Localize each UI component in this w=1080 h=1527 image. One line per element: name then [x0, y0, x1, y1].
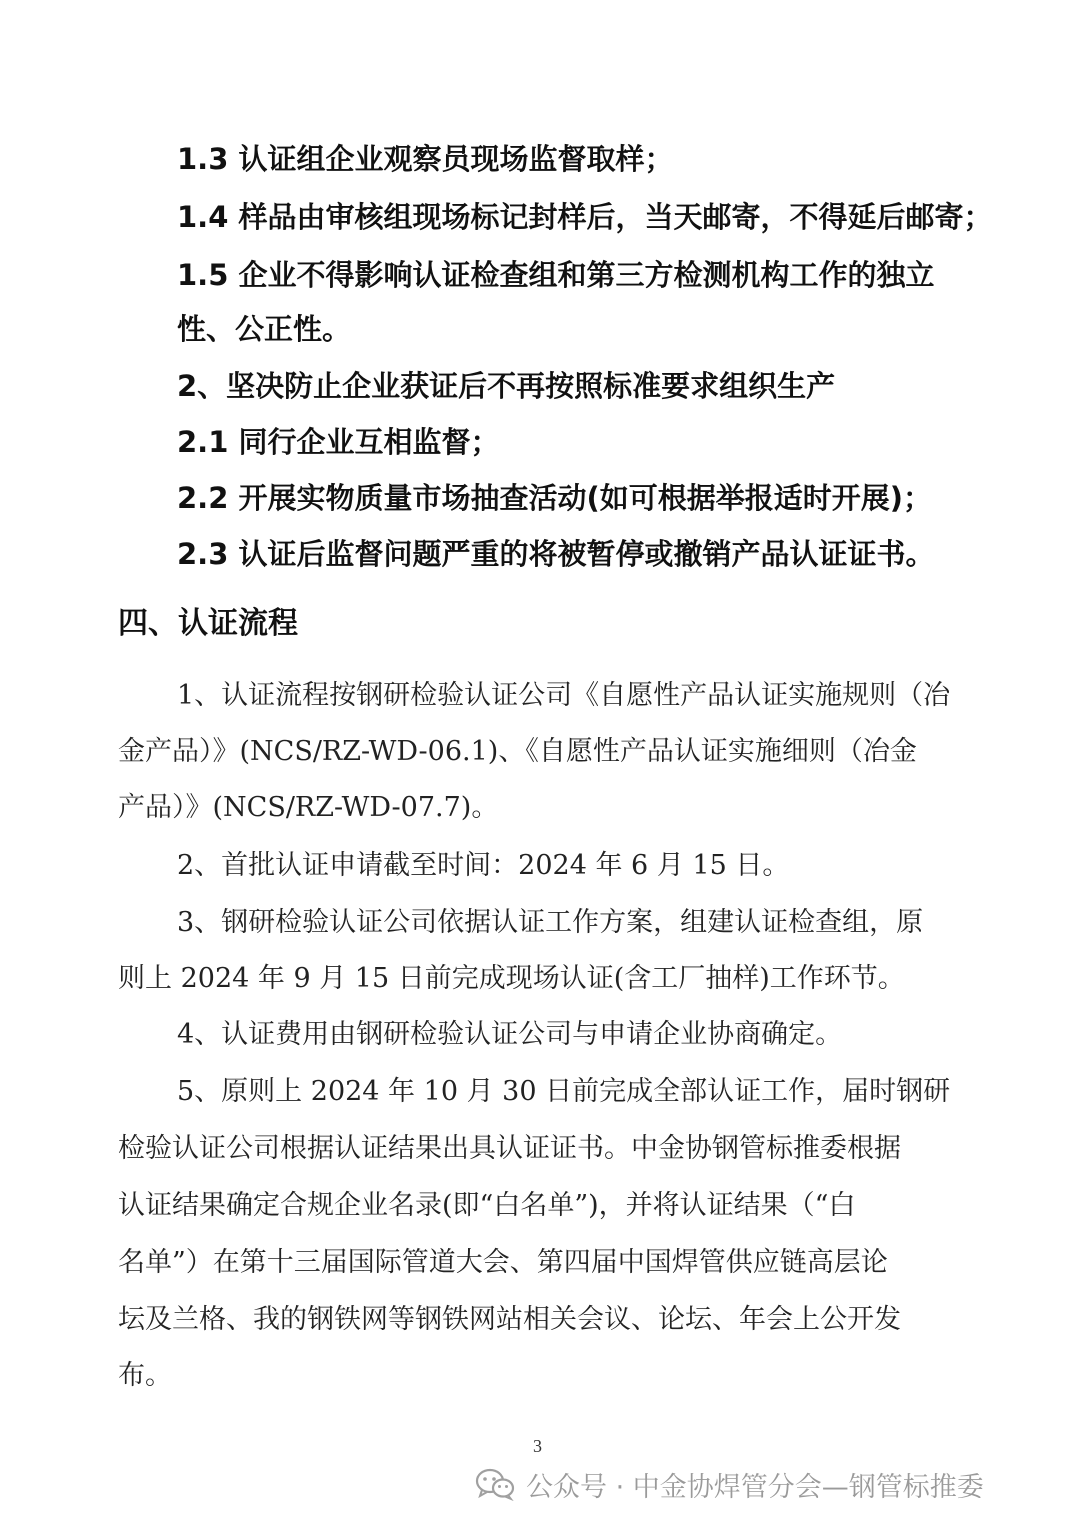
text-line: 性、公正性。	[177, 312, 352, 346]
watermark	[474, 1462, 984, 1506]
text-line: 产品）》(NCS/RZ-WD-07.7)。	[118, 792, 499, 823]
page-number: 3	[533, 1436, 542, 1456]
text-line: 1.3 认证组企业观察员现场监督取样；	[177, 142, 674, 176]
text-line: 5、原则上 2024 年 10 月 30 日前完成全部认证工作，届时钢研	[177, 1076, 951, 1107]
text-line: 2、坚决防止企业获证后不再按照标准要求组织生产	[177, 369, 836, 403]
text-line: 3、钢研检验认证公司依据认证工作方案，组建认证检查组，原	[177, 907, 924, 938]
text-line: 2、首批认证申请截至时间：2024 年 6 月 15 日。	[177, 850, 790, 881]
text-line: 名单”）在第十三届国际管道大会、第四届中国焊管供应链高层论	[118, 1247, 888, 1278]
section-heading: 四、认证流程	[118, 606, 298, 641]
text-line: 2.2 开展实物质量市场抽查活动(如可根据举报适时开展)；	[177, 481, 932, 515]
text-line: 则上 2024 年 9 月 15 日前完成现场认证(含工厂抽样)工作环节。	[118, 963, 905, 994]
text-line: 布。	[118, 1360, 172, 1391]
text-line: 4、认证费用由钢研检验认证公司与申请企业协商确定。	[177, 1019, 843, 1050]
text-line: 检验认证公司根据认证结果出具认证证书。中金协钢管标推委根据	[118, 1133, 901, 1164]
text-line: 2.1 同行企业互相监督；	[177, 425, 500, 459]
wechat-icon	[474, 1467, 516, 1501]
text-line: 金产品）》(NCS/RZ-WD-06.1)、《自愿性产品认证实施细则（冶金	[118, 736, 917, 767]
text-line: 1.5 企业不得影响认证检查组和第三方检测机构工作的独立	[177, 258, 935, 292]
text-line: 2.3 认证后监督问题严重的将被暂停或撤销产品认证证书。	[177, 537, 935, 571]
text-line: 认证结果确定合规企业名录(即“白名单”)，并将认证结果（“白	[118, 1190, 856, 1221]
watermark-text: 公众号 · 中金协焊管分会—钢管标推委	[526, 1471, 984, 1503]
text-line: 1、认证流程按钢研检验认证公司《自愿性产品认证实施规则（冶	[177, 680, 951, 711]
text-line: 1.4 样品由审核组现场标记封样后，当天邮寄，不得延后邮寄；	[177, 200, 993, 234]
text-line: 坛及兰格、我的钢铁网等钢铁网站相关会议、论坛、年会上公开发	[118, 1304, 901, 1335]
